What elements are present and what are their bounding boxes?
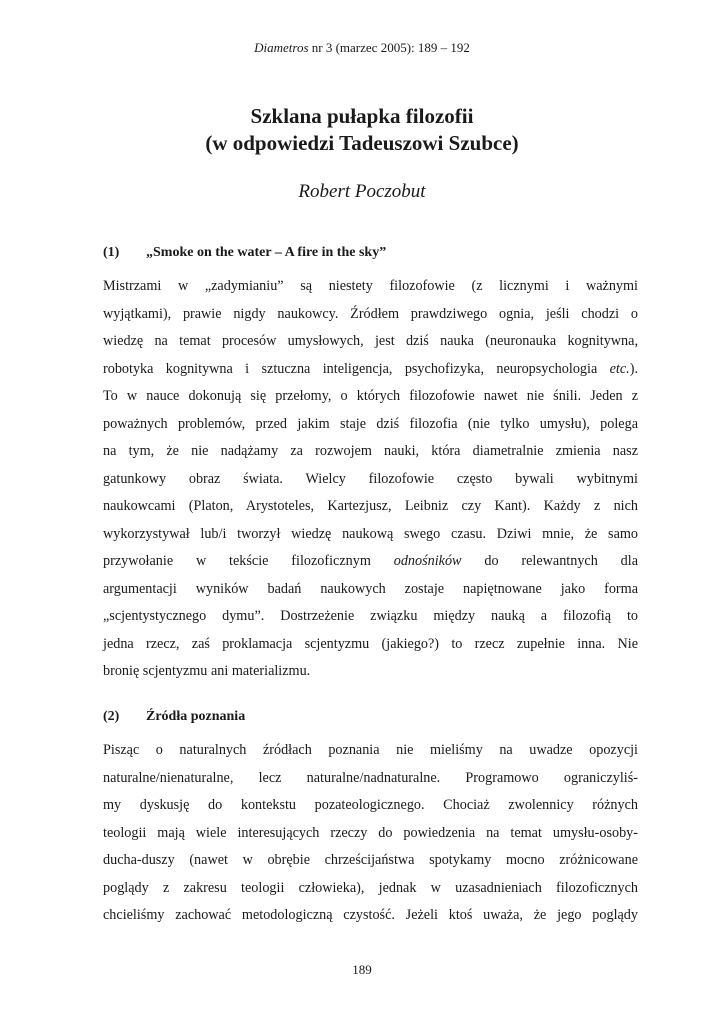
text-line: naturalne/nienaturalne, lecz naturalne/nadnaturalne. Programowo ograniczyliś- bbox=[103, 769, 638, 786]
section-2-heading bbox=[103, 709, 245, 725]
page-number: 189 bbox=[352, 962, 372, 977]
section-1-number: (1) bbox=[103, 245, 120, 260]
text-line bbox=[103, 548, 638, 576]
journal-citation: nr 3 (marzec 2005): 189 – 192 bbox=[308, 40, 470, 55]
text-line-part: ). bbox=[629, 360, 638, 377]
text-line-part: przywołanie w tekście filozoficznym bbox=[103, 553, 394, 569]
article-title bbox=[0, 103, 724, 157]
text-line: To w nauce dokonują się przełomy, o których filozofowie nawet nie śnili. Jeden z bbox=[103, 388, 638, 404]
section-1-heading bbox=[103, 245, 386, 261]
journal-header bbox=[0, 40, 724, 56]
text-line: ducha-duszy (nawet w obrębie chrześcijaństwa spotykamy mocno zróżnicowane bbox=[103, 852, 638, 868]
text-line-part: robotyka kognitywna i sztuczna inteligencja, psychofizyka, neuropsychologia bbox=[103, 360, 610, 377]
section-1-paragraph bbox=[103, 273, 638, 686]
text-line: na tym, że nie nadążamy za rozwojem nauki, która diametralnie zmienia nasz bbox=[103, 443, 638, 459]
text-line: chcieliśmy zachować metodologiczną czystość. Jeżeli ktoś uważa, że jego poglądy bbox=[103, 907, 638, 923]
text-line: wykorzystywał lub/i tworzył wiedzę naukową swego czasu. Dziwi mnie, że samo bbox=[103, 525, 638, 542]
section-1-title: „Smoke on the water – A fire in the sky” bbox=[146, 245, 387, 260]
text-line-part: do relewantnych dla bbox=[461, 553, 638, 569]
text-line bbox=[103, 356, 638, 384]
text-line: Pisząc o naturalnych źródłach poznania nie mieliśmy na uwadze opozycji bbox=[103, 742, 638, 758]
text-line: Mistrzami w „zadymianiu” są niestety filozofowie (z licznymi i ważnymi bbox=[103, 278, 638, 294]
text-line: gatunkowy obraz świata. Wielcy filozofowie często bywali wybitnymi bbox=[103, 470, 638, 487]
text-line: „scjentystycznego dymu”. Dostrzeżenie związku między nauką a filozofią to bbox=[103, 608, 638, 624]
journal-name: Diametros bbox=[254, 40, 309, 55]
title-subtitle: (w odpowiedzi Tadeuszowi Szubce) bbox=[205, 131, 519, 155]
text-line: teologii mają wiele interesujących rzeczy do powiedzenia na temat umysłu-osoby- bbox=[103, 824, 638, 841]
text-line: naukowcami (Platon, Arystoteles, Kartezjusz, Leibniz czy Kant). Każdy z nich bbox=[103, 498, 638, 514]
text-line: poważnych problemów, przed jakim staje dziś filozofia (nie tylko umysłu), polega bbox=[103, 415, 638, 432]
text-line: wyjątkami), prawie nigdy naukowcy. Źródłem prawdziwego ognia, jeśli chodzi o bbox=[103, 305, 638, 322]
author-name: Robert Poczobut bbox=[298, 181, 426, 202]
italic-odnosnikow: odnośników bbox=[393, 553, 462, 569]
text-line: my dyskusję do kontekstu pozateologicznego. Chociaż zwolennicy różnych bbox=[103, 797, 638, 813]
text-line: poglądy z zakresu teologii człowieka), jednak w uzasadnieniach filozoficznych bbox=[103, 879, 638, 896]
section-2-number: (2) bbox=[103, 709, 120, 724]
title-main: Szklana pułapka filozofii bbox=[250, 104, 474, 128]
text-line: wiedzę na temat procesów umysłowych, jest dziś nauka (neuronauka kognitywna, bbox=[103, 333, 638, 349]
text-line: bronię scjentyzmu ani materializmu. bbox=[103, 663, 311, 679]
text-line: argumentacji wyników badań naukowych zostaje napiętnowane jako forma bbox=[103, 580, 638, 597]
text-line: jedna rzecz, zaś proklamacja scjentyzmu (jakiego?) to rzecz zupełnie inna. Nie bbox=[103, 635, 638, 652]
section-2-paragraph bbox=[103, 737, 638, 930]
italic-etc: etc. bbox=[609, 360, 630, 377]
section-2-title: Źródła poznania bbox=[146, 709, 246, 724]
